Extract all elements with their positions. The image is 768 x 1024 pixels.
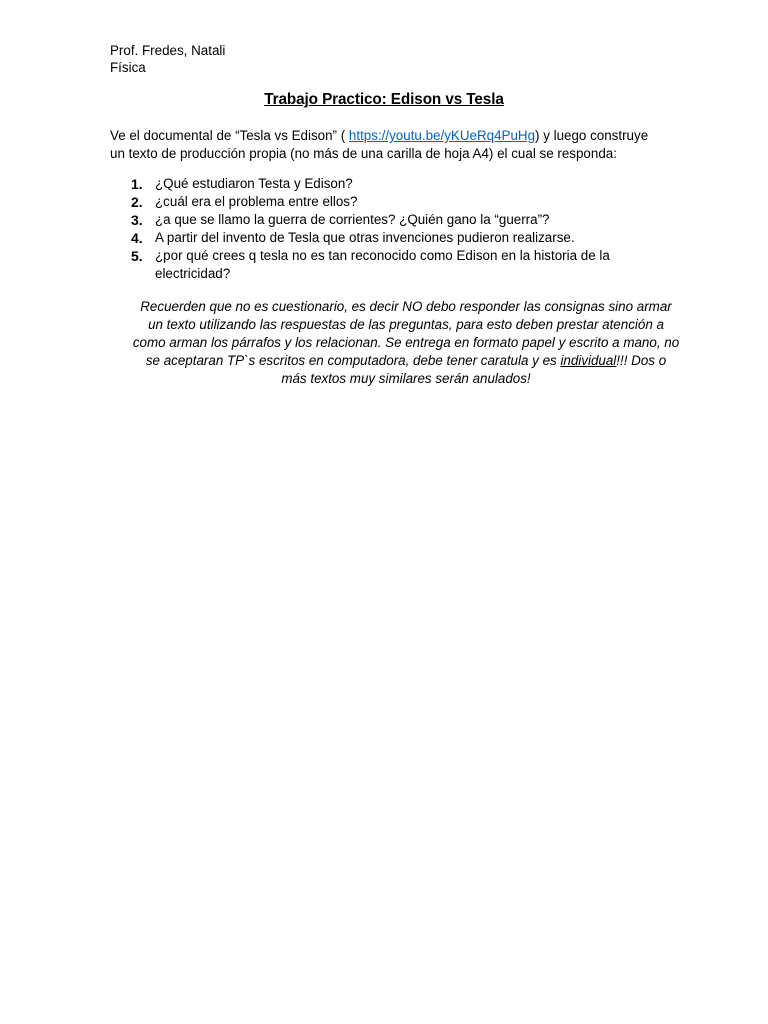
list-item — [110, 247, 658, 283]
teacher-name: Prof. Fredes, Natali — [110, 43, 226, 58]
list-item-text: A partir del invento de Tesla que otras invenciones pudieron realizarse. — [155, 230, 575, 245]
subject-name: Física — [110, 60, 146, 75]
questions-list — [110, 175, 658, 283]
list-item-number: 4. — [131, 230, 143, 246]
list-item-text: ¿Qué estudiaron Testa y Edison? — [155, 176, 353, 191]
note-underlined-word: individual — [560, 353, 617, 368]
document-title: Trabajo Practico: Edison vs Tesla — [264, 91, 504, 108]
document-content — [110, 42, 680, 388]
instructions-note — [132, 298, 680, 388]
list-item — [110, 193, 658, 211]
list-item-text: ¿cuál era el problema entre ellos? — [155, 194, 358, 209]
list-item-number: 5. — [131, 248, 143, 264]
intro-paragraph — [110, 127, 658, 163]
video-link[interactable]: https://youtu.be/yKUeRq4PuHg — [348, 128, 536, 143]
list-item-number: 3. — [131, 212, 143, 228]
intro-text-after-link: ) y luego construye un texto de producción propia (no más de una carilla de hoja A4) el cual se responda: — [110, 128, 649, 161]
list-item-text: ¿por qué crees q tesla no es tan reconocido como Edison en la historia de la electricidad? — [155, 248, 610, 281]
list-item — [110, 175, 658, 193]
note-text-main: Recuerden que no es cuestionario, es decir NO debo responder las consignas sino armar un texto utilizando las respuestas de las preguntas, para esto deben prestar atención a como arman los párrafos y los relacionan. Se entrega en formato papel y escrito a mano, no se aceptaran TP`s escritos en computadora, debe tener caratula y es — [132, 299, 680, 368]
list-item-number: 1. — [131, 176, 143, 192]
list-item-number: 2. — [131, 194, 143, 210]
list-item — [110, 229, 658, 247]
list-item-text: ¿a que se llamo la guerra de corrientes? ¿Quién gano la “guerra”? — [155, 212, 550, 227]
note-text-end: !!! Dos o más textos muy similares serán anulados! — [281, 353, 667, 386]
list-item — [110, 211, 658, 229]
intro-text-before-link: Ve el documental de “Tesla vs Edison” ( — [110, 128, 349, 143]
